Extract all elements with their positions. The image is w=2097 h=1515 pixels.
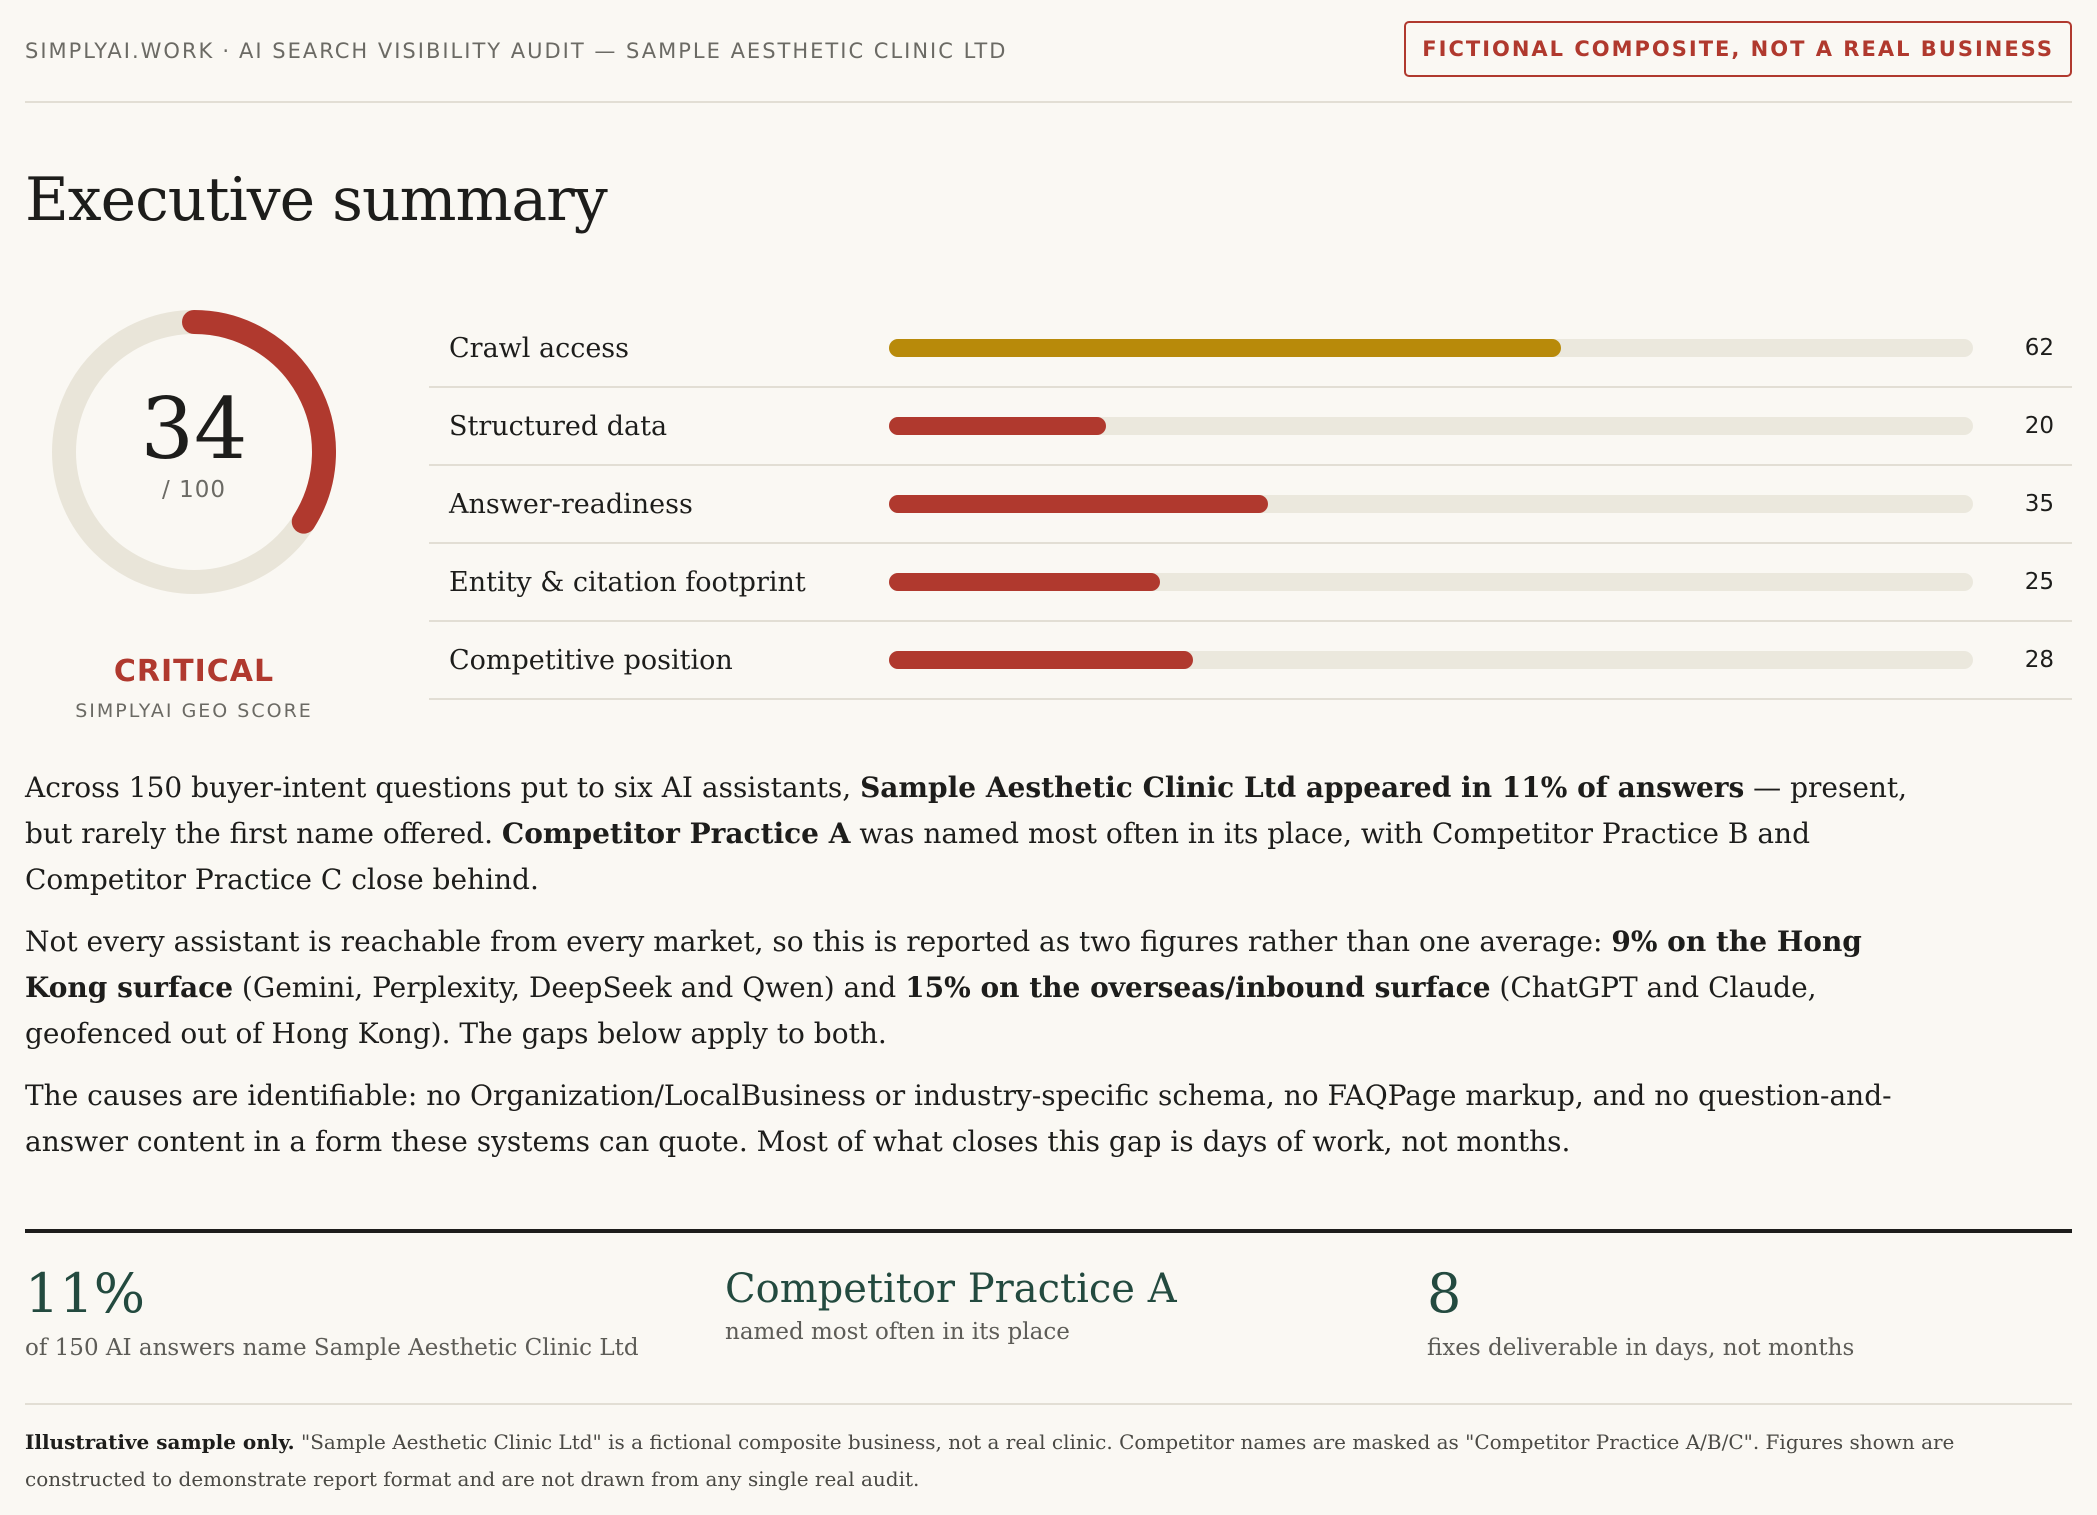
emphasis: 15% on the overseas/inbound surface — [905, 971, 1491, 1004]
stat-fix-count — [1427, 1262, 1855, 1361]
summary-paragraph-causes: The causes are identifiable: no Organization/LocalBusiness or industry-specific schema, no FAQPage markup, and no question-and-answer content in a form these systems can quote. Most of what closes this gap is days of work, not months. — [25, 1079, 1892, 1158]
page-title: Executive summary — [25, 165, 607, 235]
metric-value: 35 — [2024, 491, 2054, 517]
report-header — [25, 0, 2072, 103]
text-run: was named most often in its place, with Competitor Practice B and Competitor Practice C close behind. — [25, 817, 1811, 896]
text-run: (Gemini, Perplexity, DeepSeek and Qwen) and — [233, 971, 906, 1004]
kicker-report-name: AI SEARCH VISIBILITY AUDIT — SAMPLE AESTHETIC CLINIC LTD — [239, 38, 1008, 63]
text-run: — present, but rarely the first name offered. — [25, 771, 1908, 850]
text-run: Across 150 buyer-intent questions put to six AI assistants, — [25, 771, 861, 804]
metric-bar-track — [889, 417, 1973, 435]
metric-bar-track — [889, 495, 1973, 513]
metric-bar-track — [889, 339, 1973, 357]
kicker-site: SIMPLYAI.WORK — [25, 38, 215, 63]
stat-caption: named most often in its place — [725, 1319, 1070, 1345]
metric-label: Competitive position — [449, 644, 733, 676]
stat-value: 8 — [1427, 1262, 1462, 1325]
text-run: (ChatGPT and Claude, geofenced out of Hong Kong). The gaps below apply to both. — [25, 971, 1817, 1050]
text-run: Not every assistant is reachable from every market, so this is reported as two figures rather than one average: — [25, 925, 1612, 958]
disclaimer-footnote — [25, 1424, 2055, 1498]
stat-top-competitor — [725, 1265, 1177, 1345]
stat-caption: of 150 AI answers name Sample Aesthetic Clinic Ltd — [25, 1335, 639, 1361]
emphasis: Competitor Practice A — [501, 817, 851, 850]
metric-label: Answer-readiness — [449, 488, 693, 520]
metric-list — [429, 310, 2072, 700]
metric-row — [429, 544, 2072, 622]
metric-bar-fill — [889, 339, 1561, 357]
metric-row — [429, 466, 2072, 544]
score-value: 34 — [140, 380, 248, 478]
stat-answer-share — [25, 1262, 639, 1361]
metric-label: Structured data — [449, 410, 668, 442]
stat-value: 11% — [25, 1262, 146, 1325]
metric-value: 62 — [2024, 335, 2054, 361]
fictional-badge: FICTIONAL COMPOSITE, NOT A REAL BUSINESS — [1404, 21, 2072, 77]
score-max: / 100 — [162, 477, 226, 503]
score-gauge — [52, 310, 336, 722]
metric-value: 25 — [2024, 569, 2054, 595]
stat-caption: fixes deliverable in days, not months — [1427, 1335, 1855, 1361]
stat-value: Competitor Practice A — [725, 1266, 1177, 1312]
emphasis: 9% on the Hong Kong surface — [25, 925, 1862, 1004]
metric-bar-track — [889, 651, 1973, 669]
metric-bar-track — [889, 573, 1973, 591]
summary-body — [25, 765, 1945, 1181]
metric-label: Crawl access — [449, 332, 630, 364]
footnote-text: "Sample Aesthetic Clinic Ltd" is a fictional composite business, not a real clinic. Competitor names are masked as "Competitor Practice A/B/C". Figures shown are constructed to demonstrate report format and are not drawn from any single real audit. — [25, 1430, 1955, 1491]
metric-bar-fill — [889, 573, 1160, 591]
key-stats — [25, 1229, 2072, 1405]
summary-paragraph-reach — [25, 765, 1945, 903]
score-caption: SIMPLYAI GEO SCORE — [75, 700, 313, 722]
score-status: CRITICAL — [113, 654, 275, 689]
metric-bar-fill — [889, 417, 1106, 435]
metric-value: 28 — [2024, 647, 2054, 673]
kicker-separator: · — [222, 38, 231, 63]
metric-row — [429, 622, 2072, 700]
emphasis: Sample Aesthetic Clinic Ltd appeared in 11% of answers — [860, 771, 1745, 804]
metric-bar-fill — [889, 651, 1193, 669]
metric-bar-fill — [889, 495, 1268, 513]
metric-row — [429, 388, 2072, 466]
metric-row — [429, 310, 2072, 388]
metric-label: Entity & citation footprint — [449, 566, 806, 598]
summary-paragraph-markets — [25, 919, 1945, 1057]
footnote-lead: Illustrative sample only. — [25, 1430, 295, 1454]
report-kicker — [25, 39, 1007, 63]
metric-value: 20 — [2024, 413, 2054, 439]
